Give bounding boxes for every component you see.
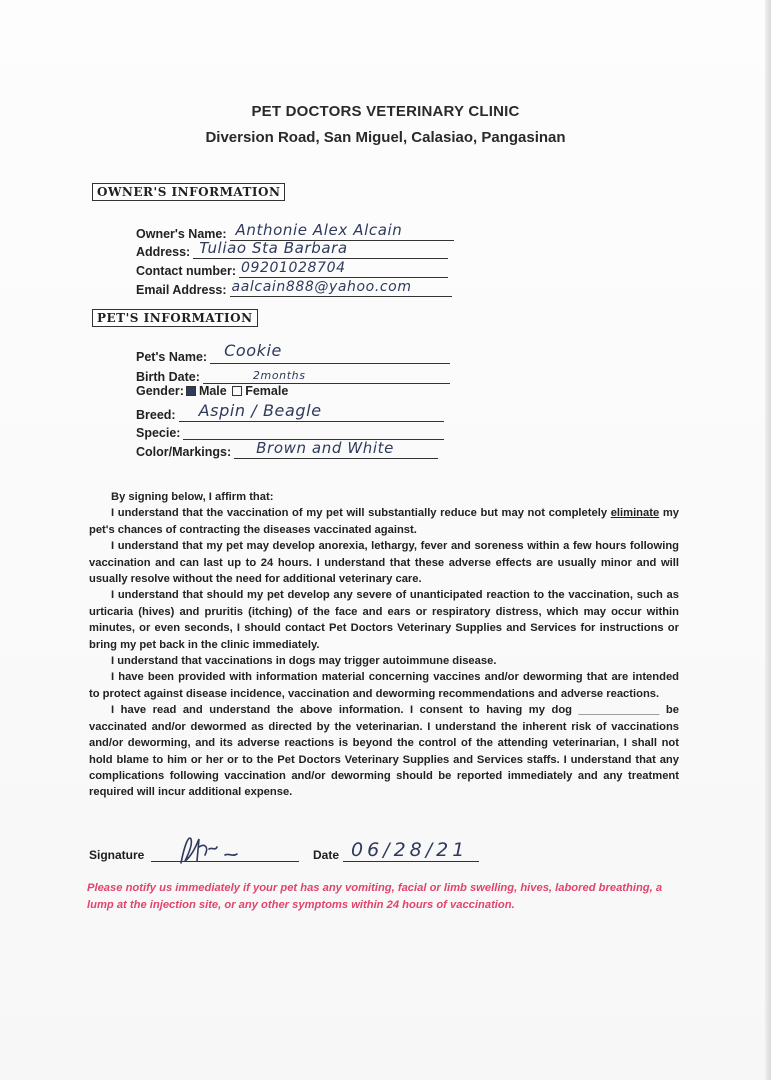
clinic-address: Diversion Road, San Miguel, Calasiao, Pangasinan	[205, 129, 566, 146]
terms-paragraph-6: I have read and understand the above information. I consent to having my dog _____________ be vaccinated and/or dewormed as directed by the veterinarian. I understand the inherent risk of vaccinations and/or deworming, and its adverse reactions is beyond the control of the attending veterinarian, I shall not hold blame to him or her or to the Pet Doctors Veterinary Supplies and Services staffs. I understand that any complications following vaccination and/or deworming should be reported immediately and any treatment required will incur additional expense.	[89, 704, 679, 799]
owner-name-label: Owner's Name:	[136, 227, 227, 241]
birth-date-line	[203, 363, 450, 384]
breed-label: Breed:	[136, 408, 176, 422]
terms-paragraph-3: I understand that should my pet develop any severe of unanticipated reaction to the vaccination, such as urticaria (hives) and pruritis (itching) of the face and ears or respiratory distress, which may occur within minutes, or even seconds, I should contact Pet Doctors Veterinary Supplies and Services for instructions or bring my pet back in the clinic immediately.	[89, 589, 679, 651]
terms-paragraph-5: I have been provided with information material concerning vaccines and/or deworming that are intended to protect against disease incidence, vaccination and deworming recommendations and adverse reactions.	[89, 671, 679, 700]
vaccination-notice: Please notify us immediately if your pet has any vomiting, facial or limb swelling, hives, labored breathing, a lump at the injection site, or any other symptoms within 24 hours of vaccination.	[87, 882, 663, 911]
owner-section-label: OWNER'S INFORMATION	[92, 183, 285, 201]
consent-terms	[89, 489, 679, 801]
address-line	[193, 238, 448, 259]
contact-label: Contact number:	[136, 264, 236, 278]
birth-date-label: Birth Date:	[136, 370, 200, 384]
specie-field	[136, 419, 444, 440]
page-edge	[765, 0, 771, 1080]
email-line	[230, 276, 452, 297]
male-checkbox	[186, 386, 196, 396]
contact-field	[136, 257, 448, 278]
terms-p1-underlined: eliminate	[610, 507, 660, 520]
female-option: Female	[245, 384, 289, 398]
female-checkbox	[232, 386, 242, 396]
date-value: 06/28/21	[351, 839, 469, 861]
terms-p1-post: my pet's chances of contracting the diseases vaccinated against.	[89, 507, 679, 536]
pet-name-value: Cookie	[224, 341, 282, 360]
pet-name-label: Pet's Name:	[136, 350, 208, 364]
email-value: aalcain888@yahoo.com	[231, 279, 412, 295]
gender-field	[136, 384, 288, 398]
terms-intro: By signing below, I affirm that:	[111, 491, 274, 503]
signature-line	[151, 841, 299, 862]
terms-paragraph-2: I understand that my pet may develop anorexia, lethargy, fever and soreness within a few hours following vaccination and can last up to 24 hours. I understand that these adverse effects are usually minor and will usually resolve without the need for additional veterinary care.	[89, 540, 679, 586]
email-label: Email Address:	[136, 283, 227, 297]
birth-date-value: 2months	[252, 369, 306, 382]
birth-date-field	[136, 363, 450, 384]
date-label: Date	[313, 848, 340, 862]
handwritten-signature-icon	[175, 833, 255, 867]
pet-section-label: PET'S INFORMATION	[92, 309, 258, 327]
address-label: Address:	[136, 245, 191, 259]
signature-label: Signature	[89, 848, 145, 862]
email-field	[136, 276, 452, 297]
specie-label: Specie:	[136, 426, 181, 440]
breed-value: Aspin / Beagle	[198, 401, 322, 420]
terms-p1-pre: I understand that the vaccination of my pet will substantially reduce but may not completely	[111, 507, 608, 520]
pet-name-line	[210, 343, 450, 364]
address-value: Tuliao Sta Barbara	[199, 239, 348, 257]
owner-name-value: Anthonie Alex Alcain	[235, 221, 403, 239]
signature-row	[89, 839, 489, 864]
pet-name-field	[136, 343, 450, 364]
color-value: Brown and White	[256, 439, 394, 457]
gender-label: Gender:	[136, 384, 184, 398]
clinic-name: PET DOCTORS VETERINARY CLINIC	[251, 103, 520, 120]
color-label: Color/Markings:	[136, 445, 232, 459]
color-line	[234, 438, 438, 459]
male-option: Male	[198, 384, 227, 398]
date-line	[343, 841, 479, 862]
address-field	[136, 238, 448, 259]
color-field	[136, 438, 438, 459]
specie-line	[183, 419, 444, 440]
terms-paragraph-1	[89, 505, 679, 538]
contact-line	[239, 257, 448, 278]
terms-paragraph-4: I understand that vaccinations in dogs may trigger autoimmune disease.	[111, 655, 497, 668]
contact-value: 09201028704	[241, 260, 346, 276]
